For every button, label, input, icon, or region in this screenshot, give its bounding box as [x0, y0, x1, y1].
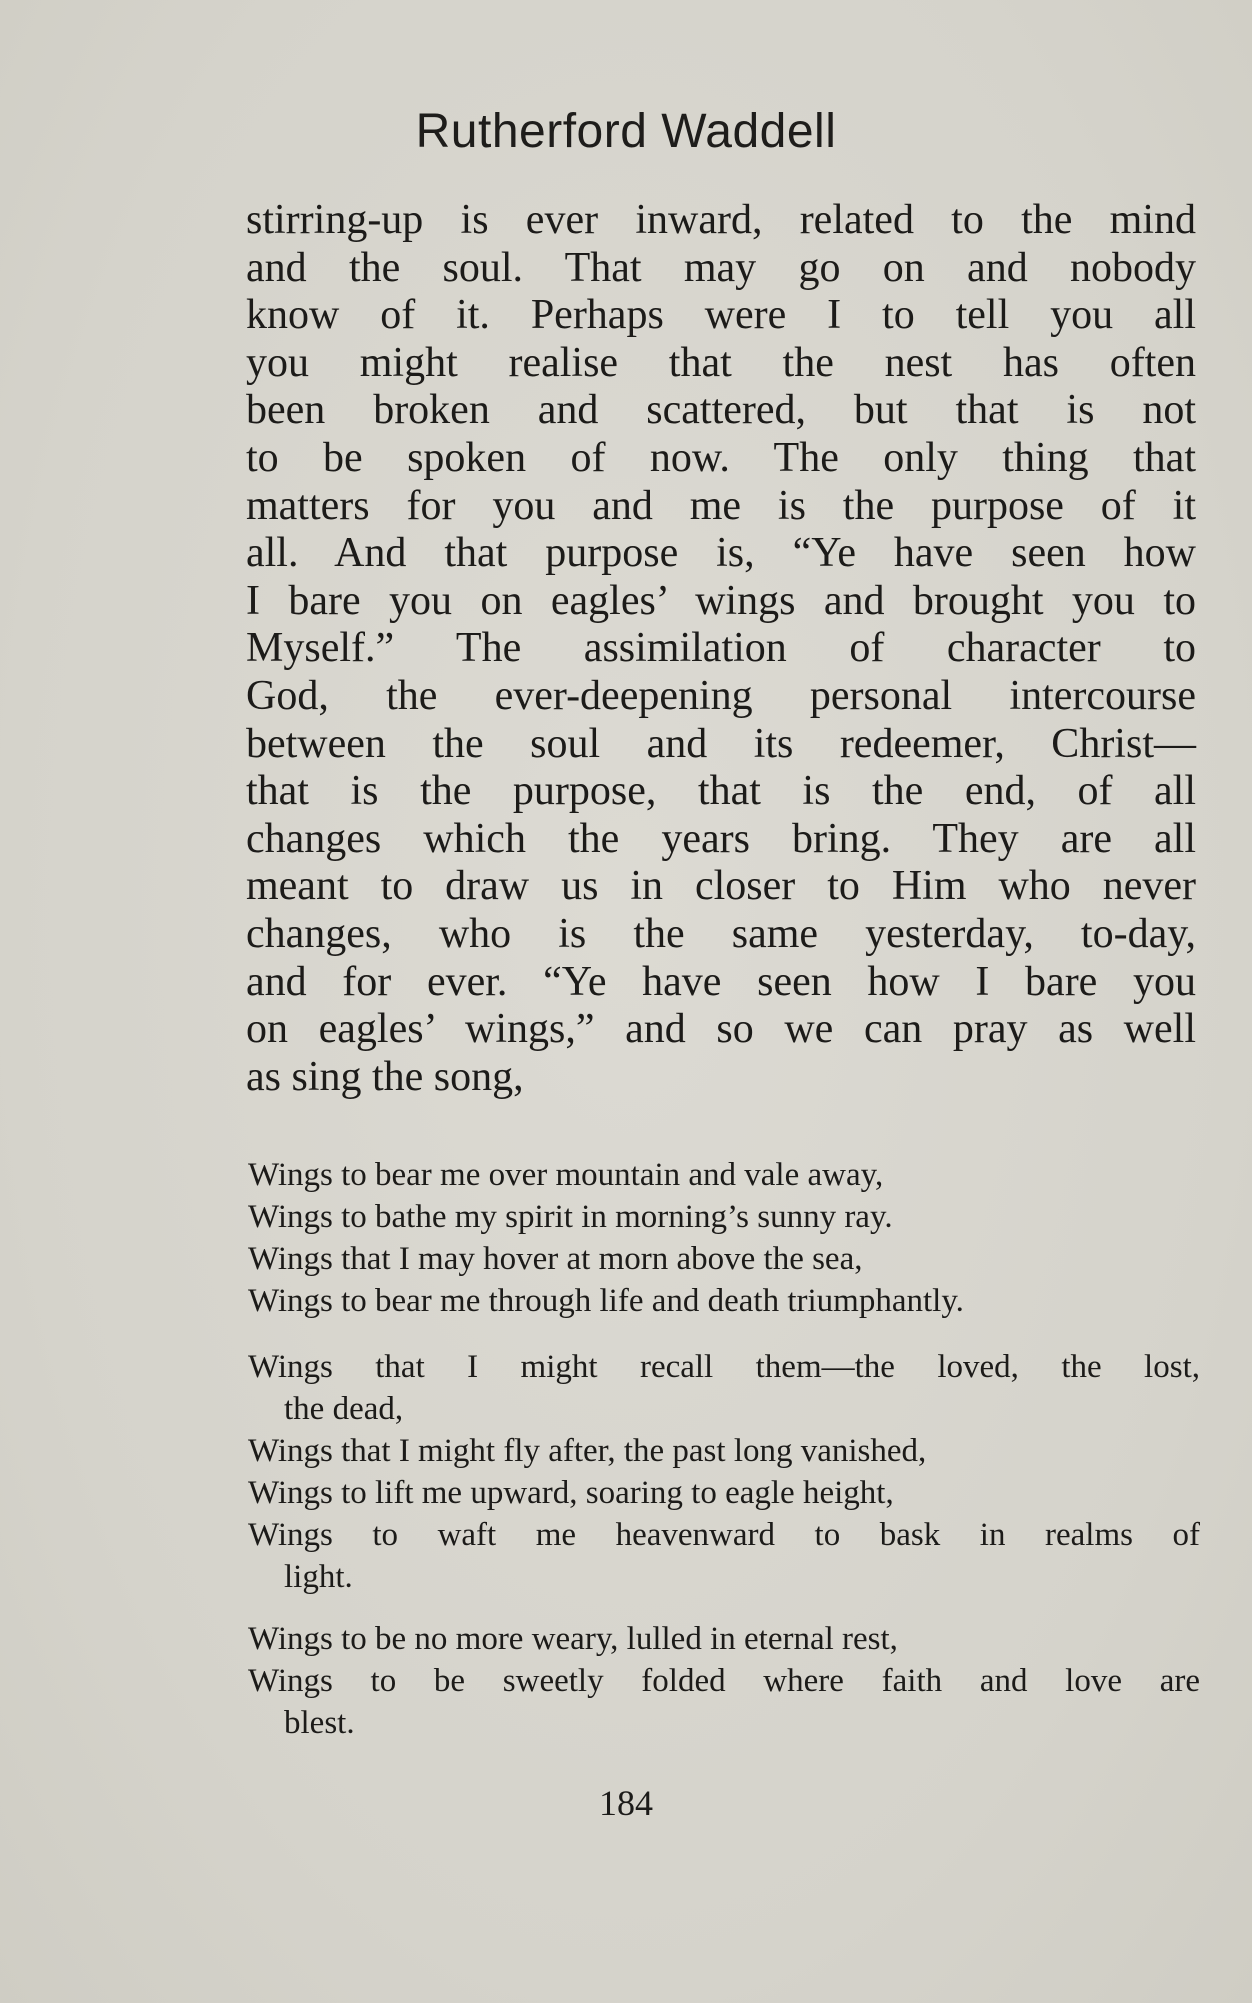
verse-line: light.	[284, 1559, 353, 1595]
verse-line: Wings to bear me through life and death triumphantly.	[248, 1283, 964, 1319]
body-line: been broken and scattered, but that is not	[246, 387, 1196, 434]
verse-stanza-3	[248, 1618, 1200, 1744]
body-paragraph	[246, 197, 1196, 1101]
body-line: all. And that purpose is, “Ye have seen how	[246, 530, 1196, 577]
body-line: God, the ever-deepening personal intercourse	[246, 672, 1196, 719]
verse-line: Wings that I might fly after, the past long vanished,	[248, 1433, 927, 1469]
body-line: matters for you and me is the purpose of it	[246, 482, 1196, 529]
body-line: changes, who is the same yesterday, to-day,	[246, 910, 1196, 957]
verse-stanza-1	[248, 1154, 1200, 1322]
body-line: you might realise that the nest has often	[246, 339, 1196, 386]
body-line: changes which the years bring. They are all	[246, 815, 1196, 862]
verse-line: Wings to be no more weary, lulled in eternal rest,	[248, 1621, 898, 1657]
verse-line: Wings to bathe my spirit in morning’s sunny ray.	[248, 1199, 893, 1235]
body-line: and for ever. “Ye have seen how I bare you	[246, 958, 1196, 1005]
verse-line: Wings to be sweetly folded where faith and love are	[248, 1663, 1200, 1699]
body-line: to be spoken of now. The only thing that	[246, 434, 1196, 481]
running-head: Rutherford Waddell	[415, 105, 837, 158]
body-line: know of it. Perhaps were I to tell you all	[246, 292, 1196, 339]
body-line: that is the purpose, that is the end, of all	[246, 768, 1196, 815]
body-line: as sing the song,	[246, 1053, 524, 1100]
verse-line: blest.	[284, 1705, 355, 1741]
page-number: 184	[599, 1783, 653, 1823]
verse-line: Wings to lift me upward, soaring to eagle height,	[248, 1475, 894, 1511]
verse-line: Wings to bear me over mountain and vale away,	[248, 1157, 884, 1193]
body-line: I bare you on eagles’ wings and brought you to	[246, 577, 1196, 624]
verse-line: Wings that I might recall them—the loved, the lost,	[248, 1349, 1200, 1385]
verse-stanza-2	[248, 1346, 1200, 1598]
verse-line: the dead,	[284, 1391, 404, 1427]
verse-line: Wings that I may hover at morn above the sea,	[248, 1241, 863, 1277]
body-line: between the soul and its redeemer, Christ—	[246, 720, 1196, 767]
body-line: Myself.” The assimilation of character to	[246, 625, 1196, 672]
verse-line: Wings to waft me heavenward to bask in realms of	[248, 1517, 1200, 1553]
body-line: meant to draw us in closer to Him who never	[246, 863, 1196, 910]
body-line: stirring-up is ever inward, related to the mind	[246, 197, 1196, 243]
body-line: and the soul. That may go on and nobody	[246, 244, 1196, 291]
body-line: on eagles’ wings,” and so we can pray as well	[246, 1006, 1196, 1053]
